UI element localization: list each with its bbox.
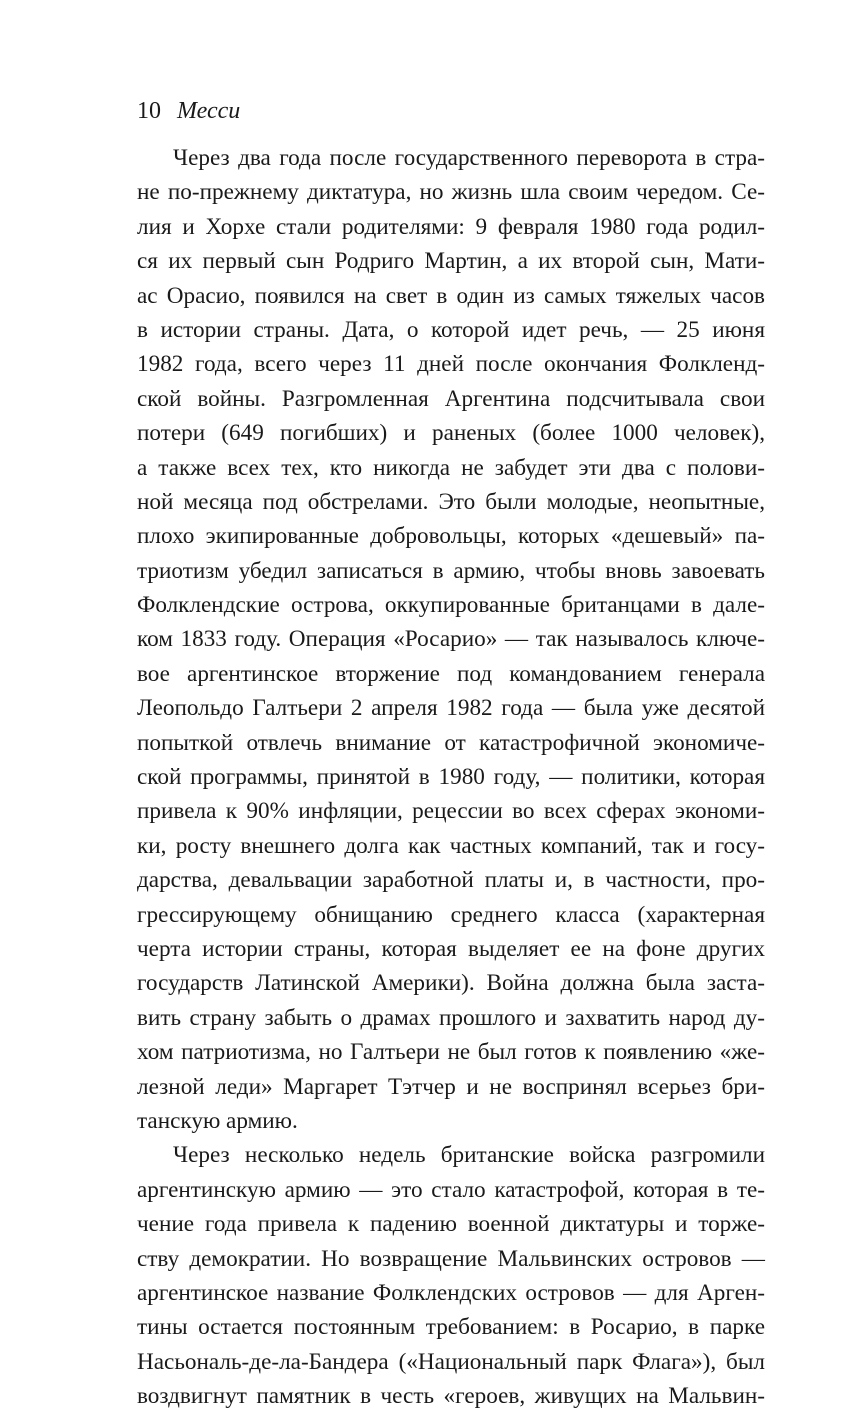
text-line: попыткой отвлечь внимание от катастрофичной экономиче- [137, 729, 765, 756]
text-line: ас Орасио, появился на свет в один из самых тяжелых часов [137, 282, 765, 309]
text-line: черта истории страны, которая выделяет ее на фоне других [137, 935, 765, 962]
text-line: ству демократии. Но возвращение Мальвинских островов — [137, 1245, 765, 1272]
text-line: Через два года после государственного переворота в стра- [173, 145, 765, 171]
running-title: Месси [177, 98, 241, 124]
text-line: вить страну забыть о драмах прошлого и захватить народ ду- [137, 1004, 765, 1031]
text-line: Леопольдо Галтьери 2 апреля 1982 года — была уже десятой [137, 695, 765, 722]
text-line: Насьональ-де-ла-Бандера («Национальный парк Флага»), был [137, 1348, 765, 1375]
text-line: привела к 90% инфляции, рецессии во всех сферах экономи- [137, 798, 765, 825]
text-line: вое аргентинское вторжение под командованием генерала [137, 660, 765, 687]
text-line: ся их первый сын Родриго Мартин, а их второй сын, Мати- [137, 248, 765, 275]
text-line: хом патриотизма, но Галтьери не был готов к появлению «же- [137, 1039, 765, 1066]
text-line: 1982 года, всего через 11 дней после окончания Фолкленд- [137, 351, 765, 378]
paragraph-1 [137, 141, 765, 1138]
text-line: тины остается постоянным требованием: в Росарио, в парке [137, 1314, 765, 1341]
text-line: танскую армию. [137, 1107, 298, 1134]
text-line: триотизм убедил записаться в армию, чтобы вновь завоевать [137, 557, 765, 584]
text-line: дарства, девальвации заработной платы и, в частности, про- [137, 867, 765, 894]
paragraph-2 [137, 1138, 765, 1413]
text-line: плохо экипированные добровольцы, которых «дешевый» па- [137, 523, 765, 550]
text-line: не по-прежнему диктатура, но жизнь шла своим чередом. Се- [137, 179, 765, 206]
text-line: лия и Хорхе стали родителями: 9 февраля 1980 года родил- [137, 213, 765, 240]
text-line: потери (649 погибших) и раненых (более 1000 человек), [137, 420, 765, 447]
text-line: ской войны. Разгромленная Аргентина подсчитывала свои [137, 385, 765, 412]
text-line: ской программы, принятой в 1980 году, — политики, которая [137, 764, 765, 791]
text-line: ки, росту внешнего долга как частных компаний, так и госу- [137, 832, 765, 859]
text-line: аргентинское название Фолклендских островов — для Арген- [137, 1279, 765, 1306]
page-number: 10 [137, 98, 161, 124]
text-line: Через несколько недель британские войска разгромили [173, 1142, 765, 1169]
text-line: Фолклендские острова, оккупированные британцами в дале- [137, 592, 765, 619]
text-line: воздвигнут памятник в честь «героев, живущих на Мальвин- [137, 1383, 765, 1410]
text-line: ком 1833 году. Операция «Росарио» — так называлось ключе- [137, 626, 765, 653]
text-line: в истории страны. Дата, о которой идет речь, — 25 июня [137, 316, 765, 343]
running-header [137, 94, 240, 128]
text-line: государств Латинской Америки). Война должна была заста- [137, 970, 765, 997]
text-line: грессирующему обнищанию среднего класса (характерная [137, 901, 765, 928]
text-line: чение года привела к падению военной диктатуры и торже- [137, 1211, 765, 1238]
text-line: лезной леди» Маргарет Тэтчер и не воспринял всерьез бри- [137, 1073, 765, 1100]
text-line: а также всех тех, кто никогда не забудет эти два с полови- [137, 454, 765, 481]
text-line: ной месяца под обстрелами. Это были молодые, неопытные, [137, 488, 765, 515]
body-text [137, 141, 765, 1413]
text-line: аргентинскую армию — это стало катастрофой, которая в те- [137, 1176, 765, 1203]
